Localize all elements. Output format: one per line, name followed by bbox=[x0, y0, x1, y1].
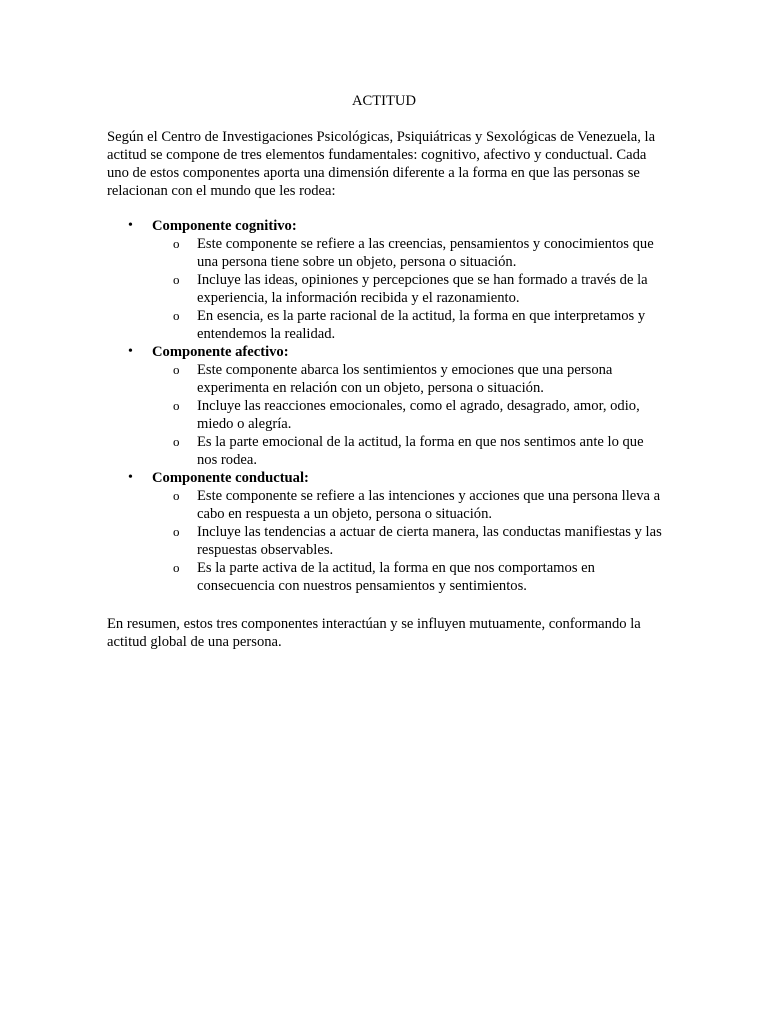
sub-item bbox=[152, 559, 667, 595]
sub-item-text: Incluye las tendencias a actuar de cierta manera, las conductas manifiestas y las respuestas observables. bbox=[197, 524, 662, 558]
sub-item-text: Este componente se refiere a las intenciones y acciones que una persona lleva a cabo en respuesta a un objeto, persona o situación. bbox=[197, 488, 661, 522]
summary-paragraph: En resumen, estos tres componentes interactúan y se influyen mutuamente, conformando la actitud global de una persona. bbox=[107, 616, 641, 650]
component-title: Componente afectivo: bbox=[152, 344, 289, 360]
sub-item bbox=[152, 523, 667, 559]
sub-item-text: Es la parte activa de la actitud, la forma en que nos comportamos en consecuencia con nuestros pensamientos y sentimientos. bbox=[197, 560, 595, 594]
sub-marker: o bbox=[173, 560, 180, 575]
sub-marker: o bbox=[173, 488, 180, 503]
sub-item bbox=[152, 271, 667, 307]
sub-marker: o bbox=[173, 272, 180, 287]
component-cognitivo bbox=[107, 217, 667, 343]
sub-item-text: En esencia, es la parte racional de la actitud, la forma en que interpretamos y entendemos la realidad. bbox=[197, 308, 646, 342]
sub-item-text: Este componente abarca los sentimientos y emociones que una persona experimenta en relación con un objeto, persona o situación. bbox=[197, 362, 613, 396]
bullet-marker: • bbox=[128, 344, 133, 359]
sub-marker: o bbox=[173, 308, 180, 323]
sub-item bbox=[152, 361, 667, 397]
sub-item-text: Incluye las reacciones emocionales, como el agrado, desagrado, amor, odio, miedo o alegría. bbox=[197, 398, 640, 432]
sub-marker: o bbox=[173, 362, 180, 377]
sub-marker: o bbox=[173, 434, 180, 449]
component-afectivo bbox=[107, 343, 667, 469]
component-title: Componente cognitivo: bbox=[152, 218, 297, 234]
sub-item bbox=[152, 433, 667, 469]
bullet-marker: • bbox=[128, 218, 133, 233]
document-title: ACTITUD bbox=[351, 93, 417, 109]
sub-item-text: Es la parte emocional de la actitud, la forma en que nos sentimos ante lo que nos rodea. bbox=[197, 434, 644, 468]
components-list bbox=[107, 217, 667, 595]
sub-item bbox=[152, 235, 667, 271]
component-conductual bbox=[107, 469, 667, 595]
sub-list bbox=[152, 235, 667, 343]
sub-marker: o bbox=[173, 524, 180, 539]
sub-item-text: Este componente se refiere a las creencias, pensamientos y conocimientos que una persona tiene sobre un objeto, persona o situación. bbox=[197, 236, 654, 270]
sub-marker: o bbox=[173, 398, 180, 413]
intro-paragraph: Según el Centro de Investigaciones Psicológicas, Psiquiátricas y Sexológicas de Venezuela, la actitud se compone de tres elementos fundamentales: cognitivo, afectivo y conductual. Cada uno de estos componentes aporta una dimensión diferente a la forma en que las personas se relacionan con el mundo que les rodea: bbox=[107, 129, 656, 199]
sub-item bbox=[152, 487, 667, 523]
bullet-marker: • bbox=[128, 470, 133, 485]
sub-marker: o bbox=[173, 236, 180, 251]
sub-list bbox=[152, 361, 667, 469]
sub-item-text: Incluye las ideas, opiniones y percepciones que se han formado a través de la experiencia, la información recibida y el razonamiento. bbox=[197, 272, 648, 306]
sub-item bbox=[152, 307, 667, 343]
component-title: Componente conductual: bbox=[152, 470, 309, 486]
sub-item bbox=[152, 397, 667, 433]
sub-list bbox=[152, 487, 667, 595]
